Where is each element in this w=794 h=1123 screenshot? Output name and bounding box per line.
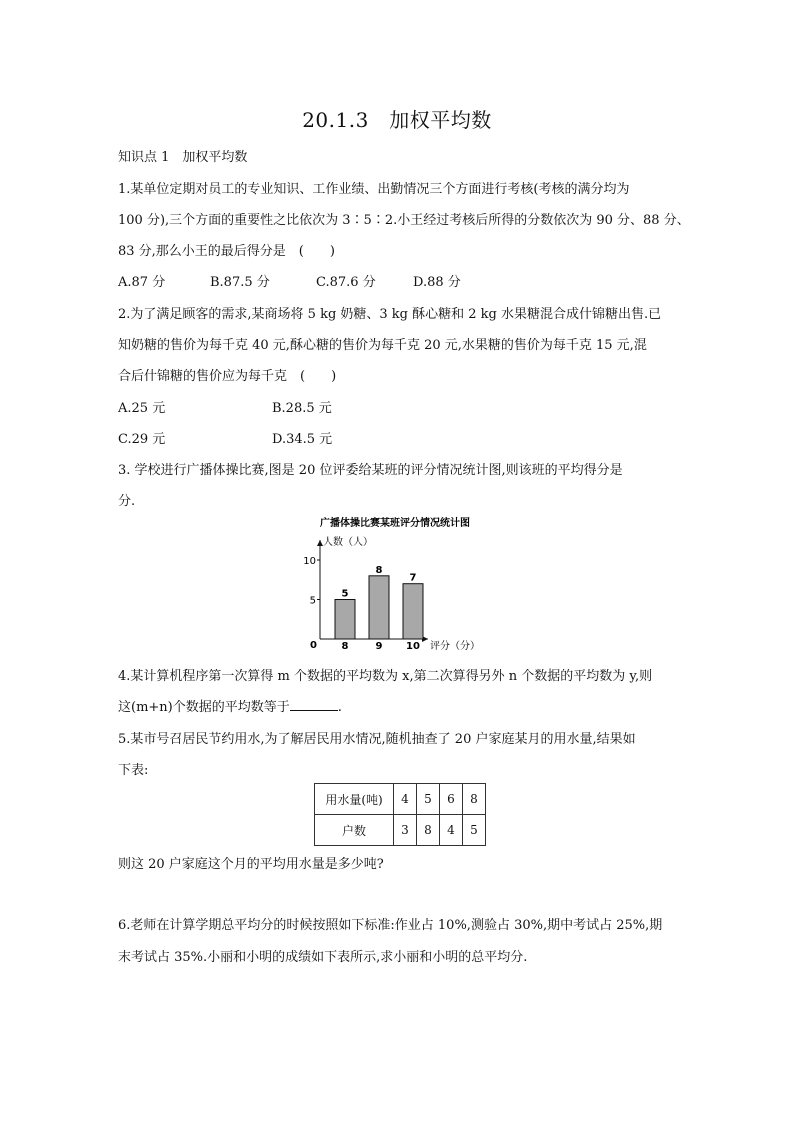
bar-8 [335,600,355,640]
q1-line2: 100 分),三个方面的重要性之比依次为 3∶5∶2.小王经过考核后所得的分数依次为 90 分、88 分、 [118,213,690,228]
answer-blank [290,698,338,711]
q1-option-a: A.87 分 [118,275,166,290]
table-header-cell: 户数 [315,815,394,846]
table-cell: 8 [417,815,440,846]
q2-option-c: C.29 元 [118,432,166,447]
x-tick-label: 8 [341,641,349,652]
score-bar-chart [290,512,500,657]
q4-line2: 这(m+n)个数据的平均数等于 . [118,700,342,715]
table-row [315,815,486,846]
table-cell: 8 [463,784,486,815]
table-cell: 4 [440,815,463,846]
q1-line1: 1.某单位定期对员工的专业知识、工作业绩、出勤情况三个方面进行考核(考核的满分均为 [118,182,630,197]
q4-line2-text: 这(m+n)个数据的平均数等于 [118,700,290,715]
y-axis-label: 人数（人） [323,537,373,548]
y-tick-label: 5 [309,595,316,607]
table-row [315,784,486,815]
q2-line3: 合后什锦糖的售价应为每千克 ( ) [118,369,337,384]
x-tick-label: 9 [375,641,383,652]
q6-line1: 6.老师在计算学期总平均分的时候按照如下标准:作业占 10%,测验占 30%,期中考试占 25%,期 [118,918,663,933]
table-cell: 5 [463,815,486,846]
q2-option-b: B.28.5 元 [272,401,332,416]
q2-line1: 2.为了满足顾客的需求,某商场将 5 kg 奶糖、3 kg 酥心糖和 2 kg 水果糖混合成什锦糖出售.已 [118,307,662,322]
q4-line1: 4.某计算机程序第一次算得 m 个数据的平均数为 x,第二次算得另外 n 个数据的平均数为 y,则 [118,669,653,684]
bar-value-label: 7 [409,572,417,584]
water-usage-table [314,783,486,846]
q6-line2: 末考试占 35%.小丽和小明的成绩如下表所示,求小丽和小明的总平均分. [118,950,528,965]
q2-line2: 知奶糖的售价为每千克 40 元,酥心糖的售价为每千克 20 元,水果糖的售价为每千克 15 元,混 [118,338,647,353]
x-tick-label: 10 [406,641,420,652]
q5-question: 则这 20 户家庭这个月的平均用水量是多少吨? [118,857,384,872]
y-tick-label: 10 [303,556,316,567]
origin-label: 0 [310,640,317,651]
q2-option-a: A.25 元 [118,401,166,416]
q1-option-c: C.87.6 分 [316,275,376,290]
q2-option-d: D.34.5 元 [272,432,333,447]
table-cell: 4 [394,784,417,815]
table-cell: 6 [440,784,463,815]
q5-line1: 5.某市号召居民节约用水,为了解居民用水情况,随机抽查了 20 户家庭某月的用水量,结果如 [118,732,636,747]
page-title: 20.1.3 加权平均数 [302,108,492,132]
q3-line1: 3. 学校进行广播体操比赛,图是 20 位评委给某班的评分情况统计图,则该班的平均得分是 [118,463,623,478]
q1-line3: 83 分,那么小王的最后得分是 ( ) [118,244,335,259]
q1-option-d: D.88 分 [413,275,461,290]
q5-line2: 下表: [118,763,149,778]
bar-value-label: 8 [375,564,383,576]
table-cell: 3 [394,815,417,846]
table-cell: 5 [417,784,440,815]
bar-9 [369,576,389,639]
q1-option-b: B.87.5 分 [210,275,270,290]
bar-10 [403,584,423,639]
q3-line2: 分. [118,494,136,509]
bar-value-label: 5 [341,588,349,600]
section-heading: 知识点 1 加权平均数 [118,150,248,165]
chart-title: 广播体操比赛某班评分情况统计图 [320,518,470,529]
x-axis-label: 评分（分） [430,641,480,652]
table-header-cell: 用水量(吨) [315,784,394,815]
